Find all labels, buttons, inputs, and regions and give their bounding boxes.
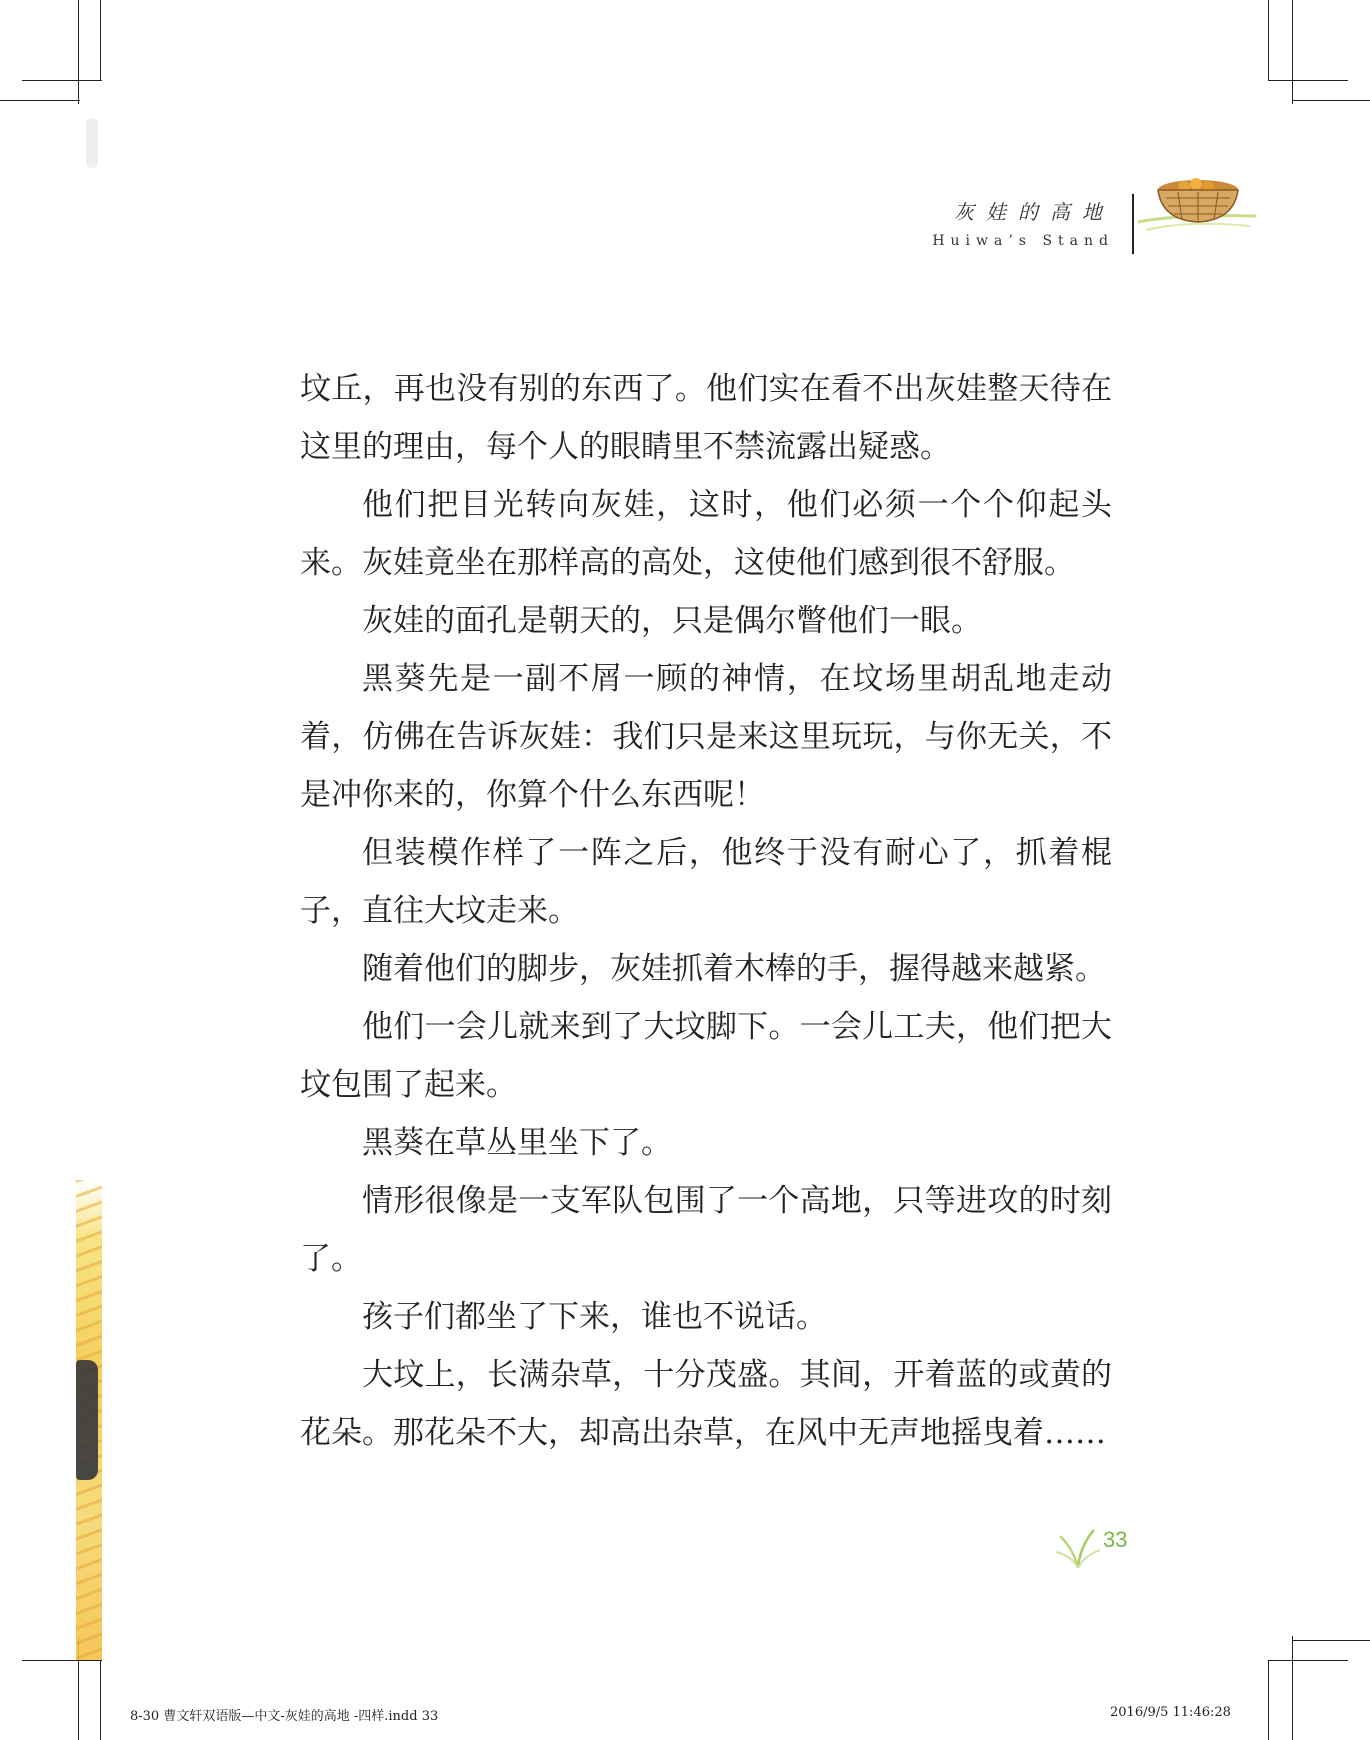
running-header-title: 灰娃的高地: [954, 200, 1114, 224]
basket-illustration-icon: [1138, 170, 1258, 240]
print-slug-timestamp: 2016/9/5 11:46:28: [1110, 1705, 1231, 1720]
page-number: 33: [1103, 1527, 1128, 1552]
running-header-subtitle: Huiwa’s Stand: [932, 233, 1114, 249]
crop-mark-bottom-right-horizontal-2: [1292, 1640, 1370, 1641]
crop-mark-bottom-right-vertical-2: [1292, 1636, 1293, 1740]
grass-sprout-icon: [1054, 1526, 1102, 1570]
crop-mark-bottom-left-horizontal: [22, 1660, 102, 1661]
paragraph: 灰娃的面孔是朝天的，只是偶尔瞥他们一眼。: [362, 603, 982, 639]
crop-mark-top-left-vertical-2: [78, 0, 79, 104]
crop-mark-top-right-horizontal: [1268, 80, 1348, 81]
crop-mark-top-left-vertical: [100, 0, 101, 80]
crop-mark-top-left-horizontal-2: [0, 100, 80, 101]
faint-edge-mark: [86, 118, 98, 168]
crop-mark-top-right-vertical-2: [1292, 0, 1293, 104]
paragraph: 黑葵先是一副不屑一顾的神情，在坟场里胡乱地走动着，仿佛在告诉灰娃：我们只是来这里玩玩，与你无关，不是冲你来的，你算个什么东西呢！: [300, 661, 1112, 813]
paragraph: 他们把目光转向灰娃，这时，他们必须一个个仰起头来。灰娃竟坐在那样高的高处，这使他们感到很不舒服。: [300, 487, 1112, 581]
print-slug-filename: 8-30 曹文轩双语版—中文-灰娃的高地 -四样.indd 33: [130, 1709, 439, 1724]
paragraph: 他们一会儿就来到了大坟脚下。一会儿工夫，他们把大坟包围了起来。: [300, 1009, 1112, 1103]
crop-mark-bottom-right-horizontal: [1268, 1660, 1348, 1661]
paragraph: 情形很像是一支军队包围了一个高地，只等进攻的时刻了。: [300, 1183, 1112, 1277]
crop-mark-bottom-right-vertical: [1268, 1660, 1269, 1740]
crop-mark-top-right-horizontal-2: [1292, 100, 1370, 101]
paragraph: 坟丘，再也没有别的东西了。他们实在看不出灰娃整天待在这里的理由，每个人的眼睛里不禁流露出疑惑。: [300, 371, 1112, 465]
paragraph: 黑葵在草丛里坐下了。: [362, 1125, 672, 1161]
edge-illustration-dark-shape: [76, 1360, 98, 1480]
paragraph: 但装模作样了一阵之后，他终于没有耐心了，抓着棍子，直往大坟走来。: [300, 835, 1112, 929]
crop-mark-top-right-vertical: [1268, 0, 1269, 80]
paragraph: 大坟上，长满杂草，十分茂盛。其间，开着蓝的或黄的花朵。那花朵不大，却高出杂草，在风中无声地摇曳着……: [300, 1357, 1112, 1451]
paragraph: 随着他们的脚步，灰娃抓着木棒的手，握得越来越紧。: [362, 951, 1106, 987]
paragraph: 孩子们都坐了下来，谁也不说话。: [362, 1299, 827, 1335]
crop-mark-top-left-horizontal: [22, 80, 102, 81]
crop-mark-bottom-left-vertical: [100, 1660, 101, 1740]
body-text: [300, 360, 1112, 1462]
header-divider: [1132, 194, 1134, 254]
